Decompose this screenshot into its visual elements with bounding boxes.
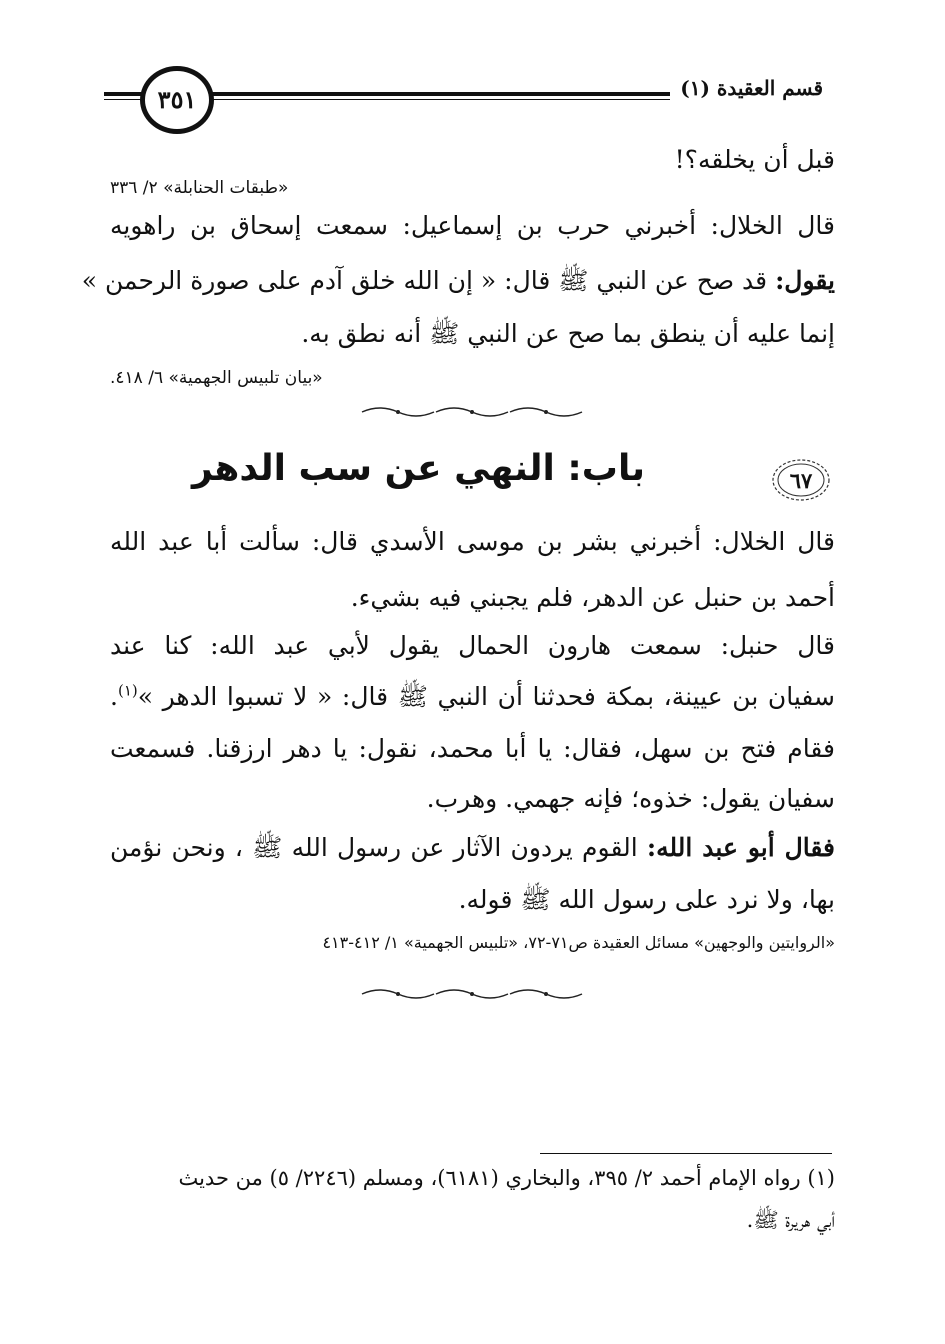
text-span: قد صح عن النبي ﷺ قال: « إن الله خلق آدم على صورة الرحمن » — [81, 266, 776, 295]
text-span: القوم يردون الآثار عن رسول الله ﷺ ، ونحن نؤمن — [110, 833, 647, 862]
text-line — [81, 265, 835, 296]
footnote-line: (١) رواه الإمام أحمد ٢/ ٣٩٥، والبخاري (٦١٨١)، ومسلم (٢٢٤٦/ ٥) من حديث — [178, 1166, 835, 1190]
text-line: قال الخلال: أخبرني حرب بن إسماعيل: سمعت إسحاق بن راهويه — [110, 211, 835, 240]
source-citation: «الروايتين والوجهين» مسائل العقيدة ص٧١-٧٢، «تلبيس الجهمية» ١/ ٤١٢-٤١٣ — [322, 933, 835, 952]
bold-lead-word: يقول: — [775, 266, 835, 295]
page-number-badge — [140, 66, 214, 134]
footnote-reference: (١) — [117, 681, 138, 700]
text-line: بها، ولا نرد على رسول الله ﷺ قوله. — [458, 885, 835, 914]
chapter-title: باب: النهي عن سب الدهر — [192, 448, 645, 489]
text-line: أحمد بن حنبل عن الدهر، فلم يجبني فيه بشيء. — [350, 583, 835, 612]
page-number: ٣٥١ — [157, 85, 197, 114]
text-line: إنما عليه أن ينطق بما صح عن النبي ﷺ أنه نطق به. — [301, 319, 835, 348]
text-line — [110, 681, 835, 712]
text-line — [110, 832, 835, 863]
ornament-divider — [360, 986, 585, 1002]
ornament-divider — [360, 404, 585, 420]
text-span: سفيان بن عيينة، بمكة فحدثنا أن النبي ﷺ قال: « لا تسبوا الدهر » — [137, 682, 835, 711]
source-citation: «بيان تلبيس الجهمية» ٦/ ٤١٨. — [110, 368, 323, 388]
text-line: قبل أن يخلقه؟! — [674, 145, 835, 174]
text-line: قال حنبل: سمعت هارون الحمال يقول لأبي عبد الله: كنا عند — [110, 631, 835, 660]
header-rule-left-thin — [104, 99, 142, 100]
footnote-line: أبي هريرة ﷺ. — [746, 1208, 835, 1232]
header-rule-left — [104, 92, 142, 96]
chapter-number: ٦٧ — [789, 468, 813, 493]
running-header-title: قسم العقيدة (١) — [670, 76, 833, 100]
source-citation: «طبقات الحنابلة» ٢/ ٣٣٦ — [110, 178, 289, 198]
footnote-separator — [540, 1153, 832, 1154]
text-line: قال الخلال: أخبرني بشر بن موسى الأسدي قال: سألت أبا عبد الله — [110, 527, 835, 556]
text-span: . — [110, 682, 118, 711]
text-line: فقام فتح بن سهل، فقال: يا أبا محمد، نقول: يا دهر ارزقنا. فسمعت — [110, 734, 835, 763]
bold-lead-phrase: فقال أبو عبد الله: — [646, 833, 835, 862]
text-line: سفيان يقول: خذوه؛ فإنه جهمي. وهرب. — [426, 784, 835, 813]
